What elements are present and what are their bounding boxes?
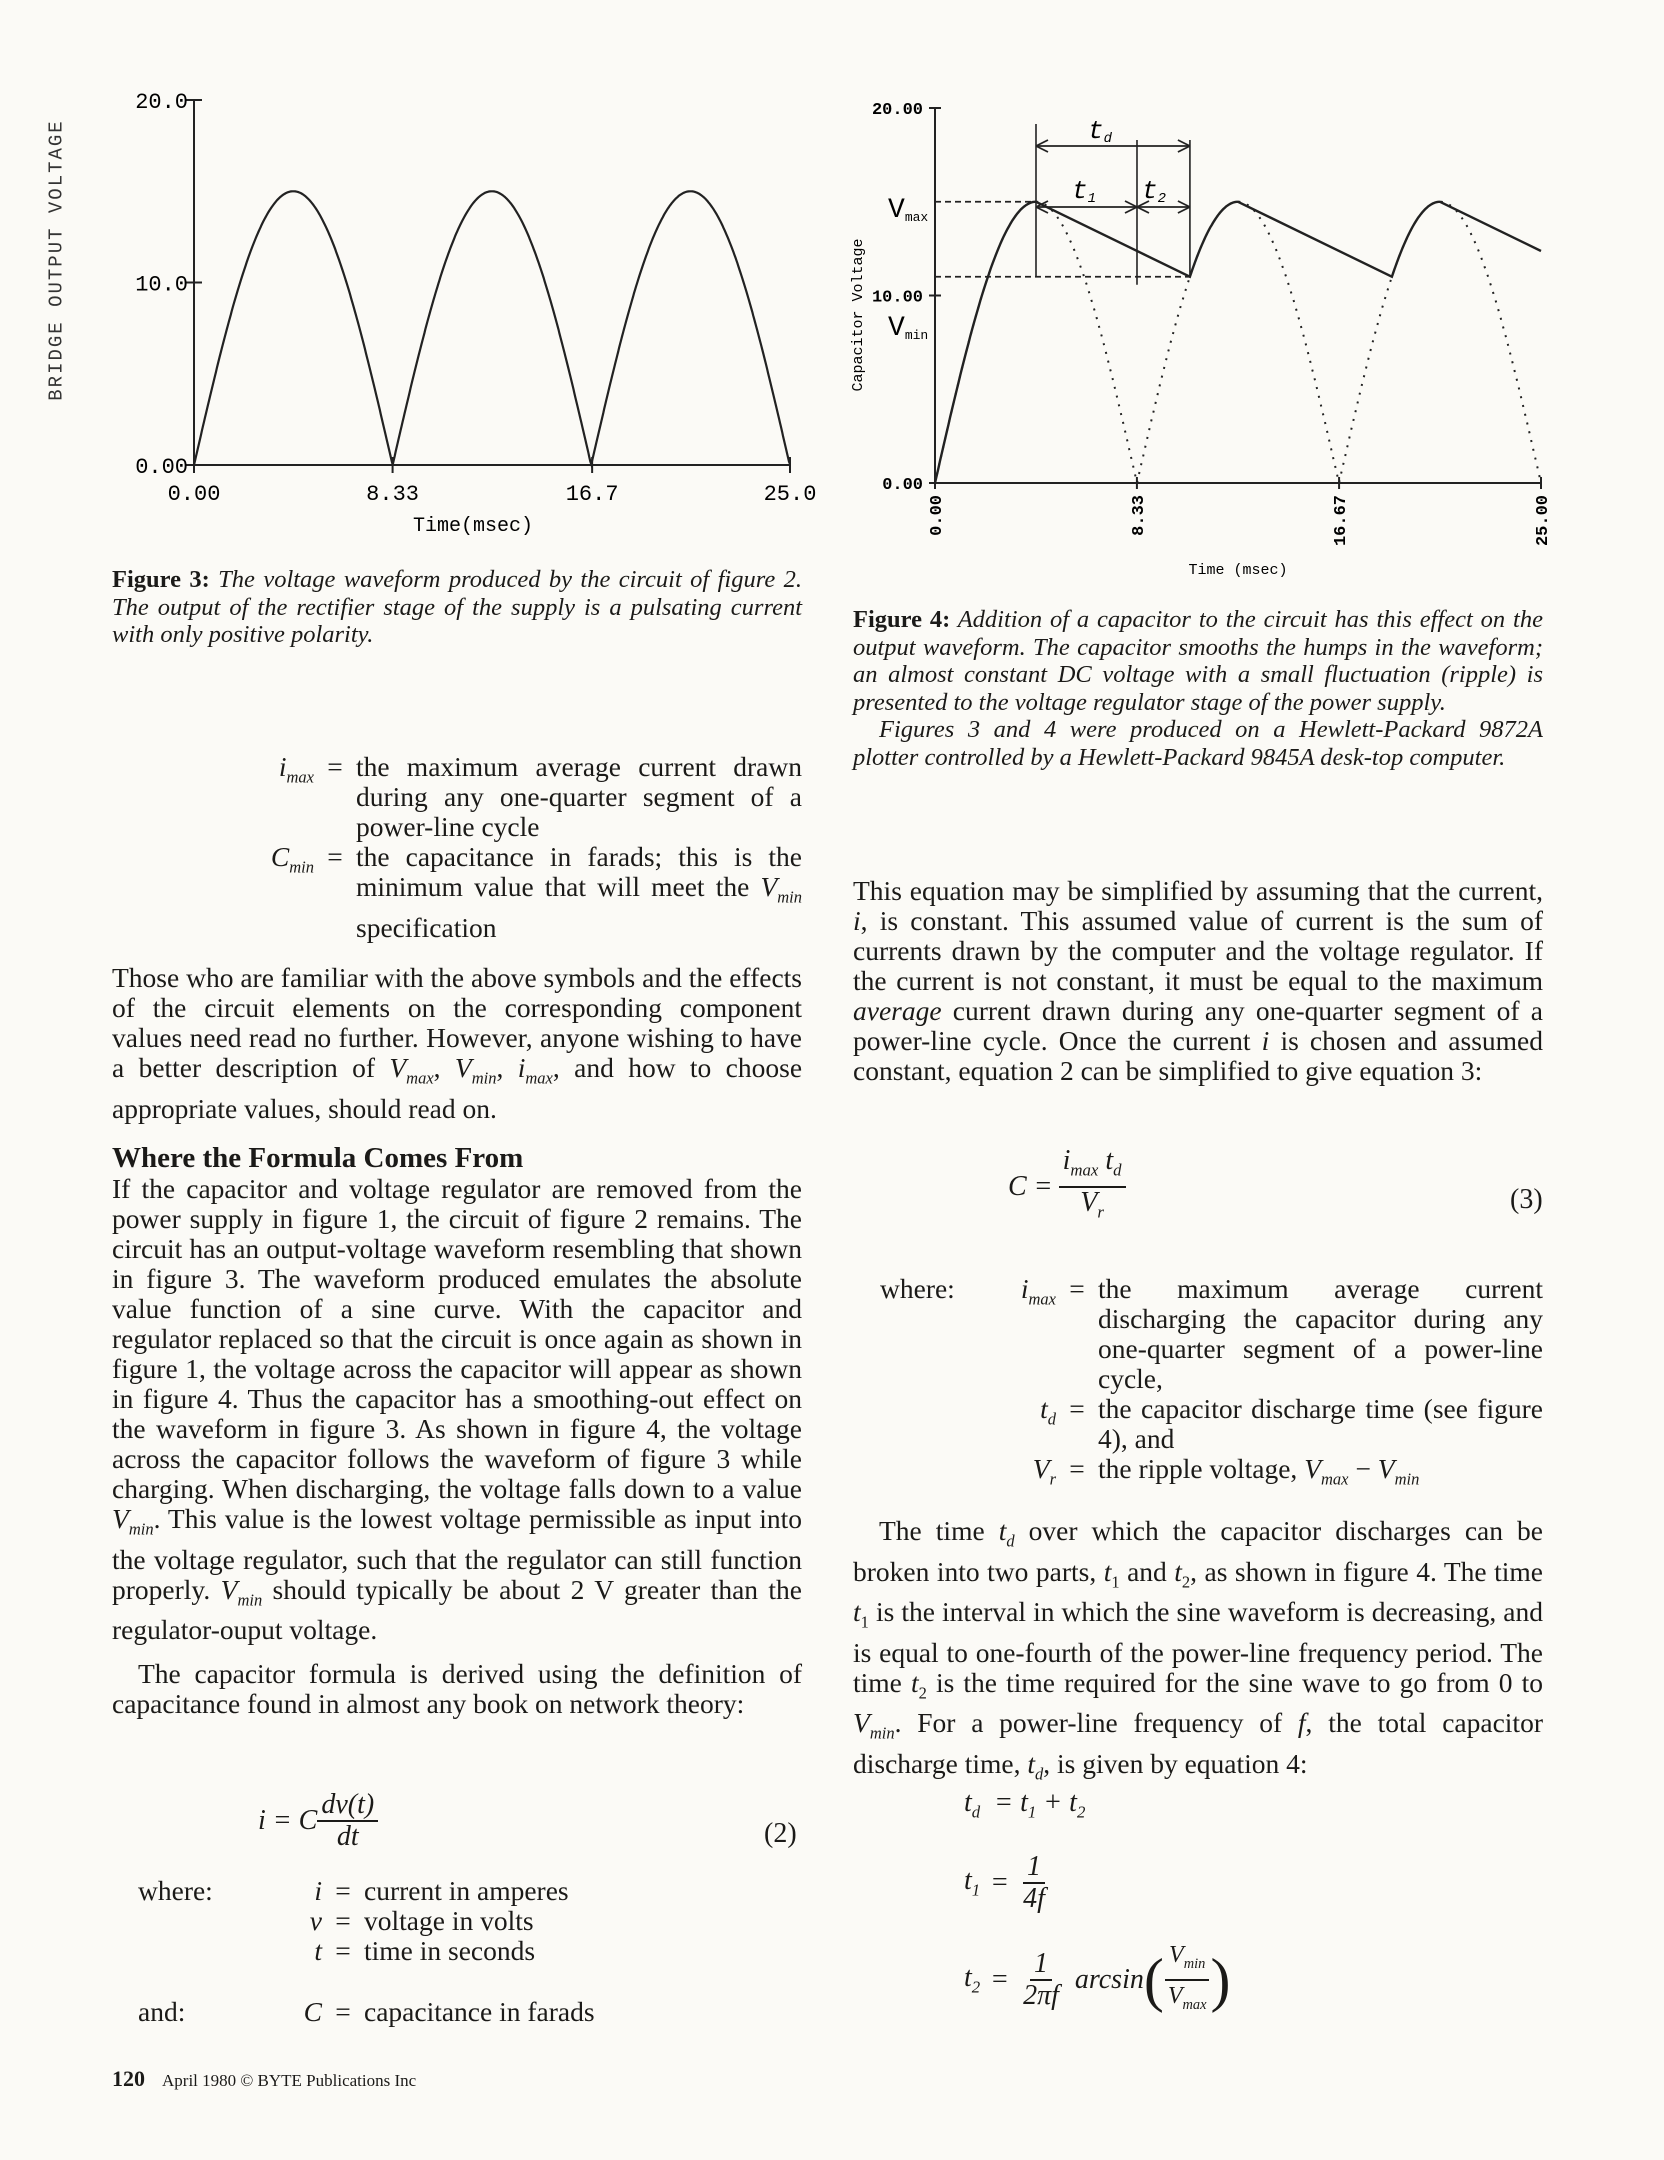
- figure4-caption-label: Figure 4:: [853, 606, 951, 633]
- where-i: i = current in amperes: [314, 1875, 569, 1906]
- equation-3: C = $\frac{i_{max} t_d}{V_r}$: [1008, 1146, 1126, 1227]
- where-label-right: where:: [880, 1273, 955, 1304]
- figure3-caption-label: Figure 3:: [112, 566, 210, 593]
- figure3-chart: [100, 80, 820, 540]
- t2-label: t2: [1142, 176, 1167, 207]
- figure3-caption-text: The voltage waveform produced by the circuit of figure 2. The output of the rectifier stage of the supply is a pulsating current with only positive polarity.: [112, 566, 802, 648]
- figure4-chart: [848, 80, 1568, 600]
- figure3-x-tick-label: 8.33: [366, 482, 419, 507]
- section-heading: Where the Formula Comes From: [112, 1142, 524, 1174]
- left-paragraph-2: If the capacitor and voltage regulator are removed from the power supply in figure 1, the circuit of figure 2 remains. The circuit has an output-voltage waveform resembling that shown in figure 3. The waveform produced emulates the absolute value function of a sine curve. With the capacitor and regulator replaced so that the circuit is once again as shown in figure 1, the voltage across the capacitor will appear as shown in figure 4. Thus the capacitor has a smoothing-out effect on the waveform in figure 3. As shown in figure 4, the voltage across the capacitor follows the waveform of figure 3 while charging. When discharging, the voltage falls down to a value $V_{min}$. This value is the lowest voltage permissible as input into the voltage regulator, such that the regulator can still function properly. $V_{min}$ should typically be about 2 V greater than the regulator-ouput voltage.: [112, 1173, 802, 1645]
- figure4-xlabel: Time (msec): [1188, 562, 1288, 579]
- figure3-caption: [112, 566, 802, 649]
- def-r-td: $t_d$ = the capacitor discharge time (see figure 4), and: [1040, 1393, 1543, 1454]
- figure4-y-tick-label: 0.00: [882, 476, 923, 495]
- figure3-series-line: [194, 191, 790, 465]
- left-where-list: [280, 1876, 680, 1966]
- vmax-label: Vmax: [888, 195, 929, 226]
- def-imax: $i_{max}$ = the maximum average current drawn during any one-quarter segment of a power-line cycle: [278, 751, 802, 842]
- equation-4b: $t_1$ = $\frac{1}{4f}$: [964, 1851, 1045, 1914]
- equation-3-number: (3): [1510, 1184, 1543, 1215]
- t1-label: t1: [1072, 176, 1097, 207]
- figure4-x-tick-label: 0.00: [928, 495, 947, 536]
- figure4-ylabel: Capacitor Voltage: [850, 238, 867, 392]
- figure4-y-tick-label: 20.00: [871, 101, 923, 120]
- right-paragraph-1: This equation may be simplified by assuming that the current, i, is constant. This assumed value of current is the sum of currents drawn by the computer and the voltage regulator. If the current is not constant, it must be equal to the maximum average current drawn during any one-quarter segment of a power-line cycle. Once the current i is chosen and assumed constant, equation 2 can be simplified to give equation 3:: [853, 875, 1543, 1086]
- figure3-y-tick-label: 0.00: [135, 455, 188, 480]
- figure4-caption-text: Addition of a capacitor to the circuit has this effect on the output waveform. The capacitor smooths the humps in the waveform; an almost constant DC voltage with a small fluctuation (ripple) is presented to the voltage regulator stage of the power supply.: [853, 606, 1543, 716]
- figure3-y-tick-label: 20.0: [135, 90, 188, 115]
- figure4-dotted-sine: [935, 202, 1541, 483]
- def-r-vr: $V_r$ = the ripple voltage, $V_{max} - V_{min}$: [1032, 1453, 1420, 1489]
- vmin-label: Vmin: [888, 313, 929, 344]
- figure3-x-tick-label: 0.00: [167, 482, 221, 507]
- equation-2-number: (2): [764, 1818, 797, 1849]
- def-cmin: $C_{min}$ = the capacitance in farads; this is the minimum value that will meet the $V_{min}$ specification: [270, 841, 802, 943]
- figure4-caption-note: Figures 3 and 4 were produced on a Hewlett-Packard 9872A plotter controlled by a Hewlett-Packard 9845A desk-top computer.: [853, 716, 1543, 771]
- right-where-list: [1000, 1274, 1543, 1495]
- right-paragraph-2: The time $t_d$ over which the capacitor discharges can be broken into two parts, $t_1$ and $t_2$, as shown in figure 4. The time $t_1$ is the interval in which the sine waveform is decreasing, and is equal to one-fourth of the power-line frequency period. The time $t_2$ is the time required for the sine wave to go from 0 to $V_{min}$. For a power-line frequency of f, the total capacitor discharge time, $t_d$, is given by equation 4:: [853, 1515, 1543, 1783]
- left-definitions: [246, 752, 802, 943]
- figure3-ylabel: BRIDGE OUTPUT VOLTAGE: [46, 119, 69, 401]
- def-r-imax: $i_{max}$ = the maximum average current discharging the capacitor during any one-quarter segment of a power-line cycle,: [1020, 1273, 1543, 1394]
- equation-2: i = C $\frac{dv(t)}{dt}$: [258, 1790, 378, 1852]
- footer-text: April 1980 © BYTE Publications Inc: [162, 2071, 417, 2090]
- figure3-x-tick-label: 16.7: [565, 482, 619, 507]
- where-c: C = capacitance in farads: [303, 1996, 595, 2027]
- figure4-series-line: [935, 202, 1541, 483]
- and-label: and:: [138, 1996, 186, 2027]
- figure4-y-tick-label: 10.00: [871, 288, 923, 308]
- figure3-xlabel: Time(msec): [412, 515, 534, 538]
- where-label-left: where:: [138, 1875, 213, 1906]
- td-label: td: [1088, 116, 1113, 147]
- footer: [112, 2066, 416, 2092]
- equation-4a: $t_d = t_1 + t_2$: [964, 1787, 1086, 1822]
- figure4-caption: [853, 606, 1543, 771]
- where-t: t = time in seconds: [314, 1935, 536, 1966]
- left-paragraph-3: The capacitor formula is derived using the definition of capacitance found in almost any book on network theory:: [112, 1658, 802, 1719]
- where-v: v = voltage in volts: [309, 1905, 534, 1936]
- figure4-x-tick-label: 25.00: [1534, 495, 1553, 547]
- figure4-x-tick-label: 16.67: [1332, 495, 1352, 547]
- figure4-x-tick-label: 8.33: [1129, 495, 1149, 536]
- left-paragraph-1: Those who are familiar with the above symbols and the effects of the circuit elements on the corresponding component values need read no further. However, anyone wishing to have a better description of $V_{max}$, $V_{min}$, $i_{max}$, and how to choose appropriate values, should read on.: [112, 962, 803, 1124]
- equation-4c: $t_2$ = $\frac{1}{2\pi f}$ arcsin ( $\frac{V_{min}}{V_{max}}$ ): [964, 1942, 1231, 2013]
- page-number: 120: [112, 2066, 145, 2091]
- figure3-x-tick-label: 25.0: [763, 482, 817, 507]
- figure3-y-tick-label: 10.0: [135, 272, 188, 298]
